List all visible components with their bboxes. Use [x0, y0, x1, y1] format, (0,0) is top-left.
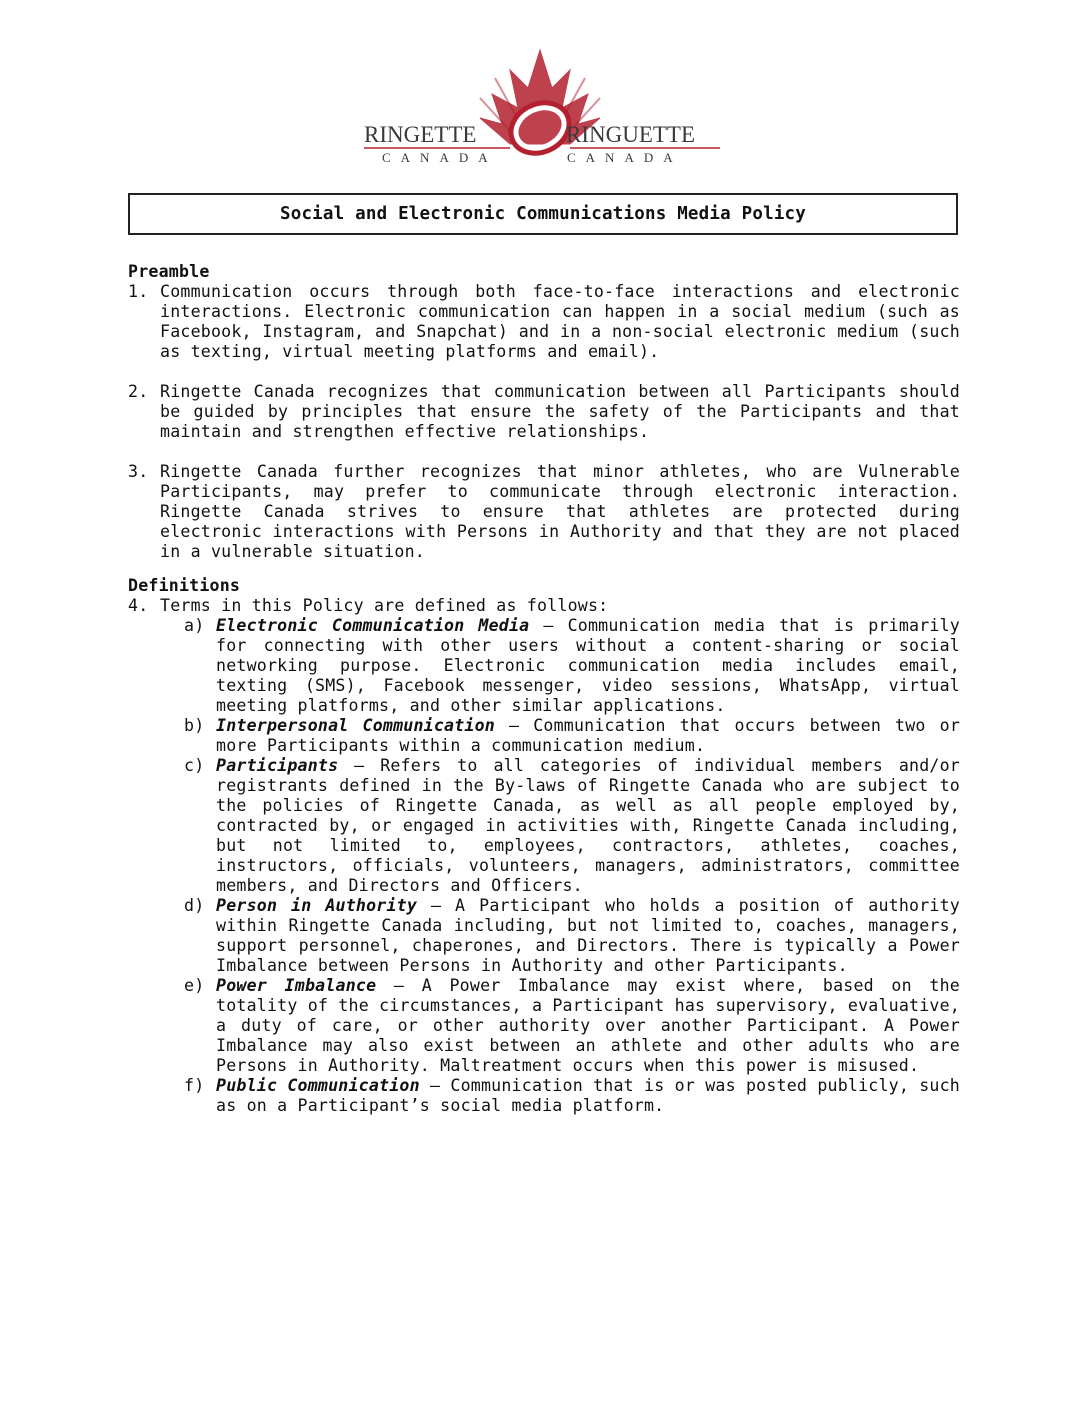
definition-item: [184, 896, 960, 976]
definition-item: [184, 616, 960, 716]
definition-term: Power Imbalance: [216, 976, 377, 995]
page-title: Social and Electronic Communications Media Policy: [128, 193, 958, 235]
definition-text: – Refers to all categories of individual members and/or registrants defined in the By-laws of Ringette Canada who are subject to the policies of Ringette Canada, as well as all people employed by, contracted by, or engaged in activities with, Ringette Canada including, but not limited to, employees, contractors, athletes, coaches, instructors, officials, volunteers, managers, administrators, committee members, and Directors and Officers.: [216, 756, 960, 895]
definition-term: Person in Authority: [216, 896, 418, 915]
definitions-list: [184, 616, 960, 1116]
definition-item: [184, 976, 960, 1076]
definition-term: Interpersonal Communication: [216, 716, 495, 735]
definition-text: – Communication media that is primarily for connecting with other users without a content-sharing or social networking purpose. Electronic communication media includes email, texting (SMS), Facebook messenger, video sessions, WhatsApp, virtual meeting platforms, and other similar applications.: [216, 616, 960, 715]
preamble-heading: Preamble: [128, 262, 210, 281]
definition-item: [184, 716, 960, 756]
definition-term: Participants: [216, 756, 339, 775]
definition-letter: a): [184, 616, 205, 635]
definition-letter: c): [184, 756, 205, 775]
paragraph-text: Terms in this Policy are defined as follows:: [160, 596, 609, 615]
definition-term: Electronic Communication Media: [216, 616, 530, 635]
paragraph-number: 2.: [128, 382, 149, 401]
definition-letter: b): [184, 716, 205, 735]
logo-text-right: RINGUETTE: [566, 122, 696, 147]
paragraph-text: Ringette Canada recognizes that communication between all Participants should be guided by principles that ensure the safety of the Participants and that maintain and strengthen effective relationships.: [160, 382, 960, 441]
definitions-heading: Definitions: [128, 576, 241, 595]
paragraph-3: [128, 462, 960, 562]
definition-letter: f): [184, 1076, 205, 1095]
ringette-canada-logo: [360, 48, 726, 170]
definition-text: – Communication that is or was posted publicly, such as on a Participant’s social media platform.: [216, 1076, 960, 1115]
paragraph-number: 1.: [128, 282, 149, 301]
definition-term: Public Communication: [216, 1076, 420, 1095]
paragraph-1: [128, 282, 960, 362]
definition-text: – A Power Imbalance may exist where, based on the totality of the circumstances, a Participant has supervisory, evaluative, a duty of care, or other authority over another Participant. A Power Imbalance may also exist between an athlete and other adults who are Persons in Authority. Maltreatment occurs when this power is misused.: [216, 976, 960, 1075]
definition-letter: e): [184, 976, 205, 995]
logo-subtext-left: CANADA: [382, 150, 498, 165]
paragraph-2: [128, 382, 960, 442]
definition-item: [184, 1076, 960, 1116]
definition-item: [184, 756, 960, 896]
paragraph-text: Ringette Canada further recognizes that minor athletes, who are Vulnerable Participants, may prefer to communicate through electronic interaction. Ringette Canada strives to ensure that athletes are protected during electronic interactions with Persons in Authority and that they are not placed in a vulnerable situation.: [160, 462, 960, 561]
definition-text: – Communication that occurs between two or more Participants within a communication medium.: [216, 716, 961, 755]
definition-text: – A Participant who holds a position of authority within Ringette Canada including, but not limited to, coaches, managers, support personnel, chaperones, and Directors. There is typically a Power Imbalance between Persons in Authority and other Participants.: [216, 896, 960, 975]
paragraph-number: 4.: [128, 596, 149, 615]
paragraph-number: 3.: [128, 462, 149, 481]
logo-text-left: RINGETTE: [364, 122, 477, 147]
logo-subtext-right: CANADA: [567, 150, 683, 165]
paragraph-4: [128, 596, 960, 616]
definition-letter: d): [184, 896, 205, 915]
paragraph-text: Communication occurs through both face-to-face interactions and electronic interactions. Electronic communication can happen in a social medium (such as Facebook, Instagram, and Snapchat) and in a non-social electronic medium (such as texting, virtual meeting platforms and email).: [160, 282, 960, 361]
document-body: [128, 262, 960, 1116]
